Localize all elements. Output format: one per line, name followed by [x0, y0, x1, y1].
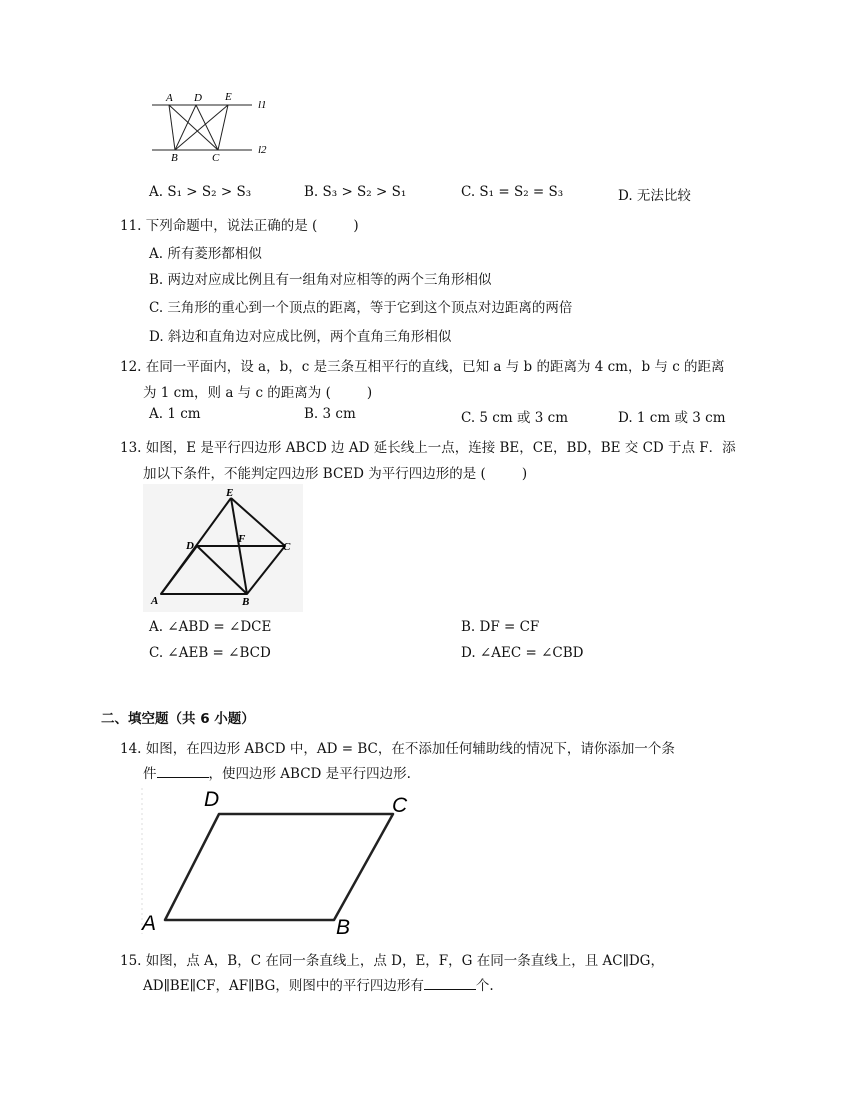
fig-q13-label-c: C [283, 541, 291, 553]
q10-option-d: D. 无法比较 [618, 188, 691, 204]
q14-line2-post: ，使四边形 ABCD 是平行四边形. [208, 766, 411, 782]
q13-option-b: B. DF = CF [461, 619, 540, 635]
fig-q14-label-b: B [336, 916, 351, 939]
q12-option-c: C. 5 cm 或 3 cm [461, 410, 568, 426]
figure-q10 [140, 88, 280, 168]
q11-option-c: C. 三角形的重心到一个顶点的距离，等于它到这个顶点对边距离的两倍 [149, 300, 573, 316]
fig-q10-label-e: E [225, 91, 232, 103]
section-title: 二、填空题（共 6 小题） [101, 711, 255, 727]
fig-q10-label-d: D [194, 92, 202, 104]
q12-line2-text: 为 1 cm，则 a 与 c 的距离为 ( [143, 385, 331, 401]
q13-line2-text: 加以下条件，不能判定四边形 BCED 为平行四边形的是 ( [143, 466, 486, 482]
fig-q13-label-f: F [238, 533, 246, 545]
q15-line2-pre: AD∥BE∥CF，AF∥BG，则图中的平行四边形有 [143, 978, 424, 994]
figure-q14 [138, 784, 428, 940]
q15-answer-blank[interactable] [424, 977, 476, 990]
fig-q14-label-a: A [142, 912, 157, 935]
q11-stem-close: ) [353, 218, 359, 234]
q10-option-c: C. S₁ = S₂ = S₃ [461, 184, 564, 200]
q15-line1: 15. 如图，点 A，B，C 在同一条直线上，点 D，E，F，G 在同一条直线上，且 AC∥DG， [120, 953, 664, 969]
q12-option-d: D. 1 cm 或 3 cm [618, 410, 726, 426]
q13-option-c: C. ∠AEB = ∠BCD [149, 645, 271, 661]
fig-q14-label-c: C [392, 794, 408, 817]
q12-option-a: A. 1 cm [149, 406, 201, 422]
q15-line2-post: 个. [475, 978, 494, 994]
q11-option-b: B. 两边对应成比例且有一组角对应相等的两个三角形相似 [149, 272, 492, 288]
fig-q13-label-b: B [242, 596, 250, 608]
figure-q13 [143, 484, 303, 614]
fig-q13-label-d: D [186, 540, 194, 552]
q13-option-a: A. ∠ABD = ∠DCE [149, 619, 272, 635]
q11-stem [120, 214, 359, 234]
q13-line1: 13. 如图，E 是平行四边形 ABCD 边 AD 延长线上一点，连接 BE，CE，BD，BE 交 CD 于点 F．添 [120, 440, 736, 456]
q12-line2 [143, 381, 372, 401]
q15-line2 [143, 974, 494, 994]
fig-q10-label-l2: l2 [258, 144, 267, 156]
q11-option-a: A. 所有菱形都相似 [149, 246, 262, 262]
q13-line2-close: ) [521, 466, 528, 482]
fig-q10-label-b: B [171, 152, 178, 164]
fig-q10-label-a: A [166, 92, 173, 104]
q10-option-b: B. S₃ > S₂ > S₁ [304, 184, 407, 200]
q10-option-a: A. S₁ > S₂ > S₃ [149, 184, 252, 200]
q12-line2-close: ) [366, 385, 373, 401]
q11-option-d: D. 斜边和直角边对应成比例，两个直角三角形相似 [149, 329, 452, 345]
q13-option-d: D. ∠AEC = ∠CBD [461, 645, 584, 661]
q14-answer-blank[interactable] [157, 765, 209, 778]
q14-line2-pre: 件 [143, 766, 157, 782]
q12-line1: 12. 在同一平面内，设 a，b，c 是三条互相平行的直线，已知 a 与 b 的距离为 4 cm，b 与 c 的距离 [120, 359, 725, 375]
fig-q10-label-l1: l1 [258, 99, 267, 111]
q12-option-b: B. 3 cm [304, 406, 356, 422]
q13-line2 [143, 462, 527, 482]
q14-line2 [143, 762, 411, 782]
fig-q14-label-d: D [204, 788, 220, 811]
fig-q10-label-c: C [212, 152, 220, 164]
q14-line1: 14. 如图，在四边形 ABCD 中，AD = BC，在不添加任何辅助线的情况下，请你添加一个条 [120, 741, 675, 757]
fig-q13-label-a: A [151, 595, 159, 607]
q11-stem-text: 11. 下列命题中，说法正确的是 ( [120, 218, 318, 234]
fig-q13-label-e: E [226, 487, 234, 499]
